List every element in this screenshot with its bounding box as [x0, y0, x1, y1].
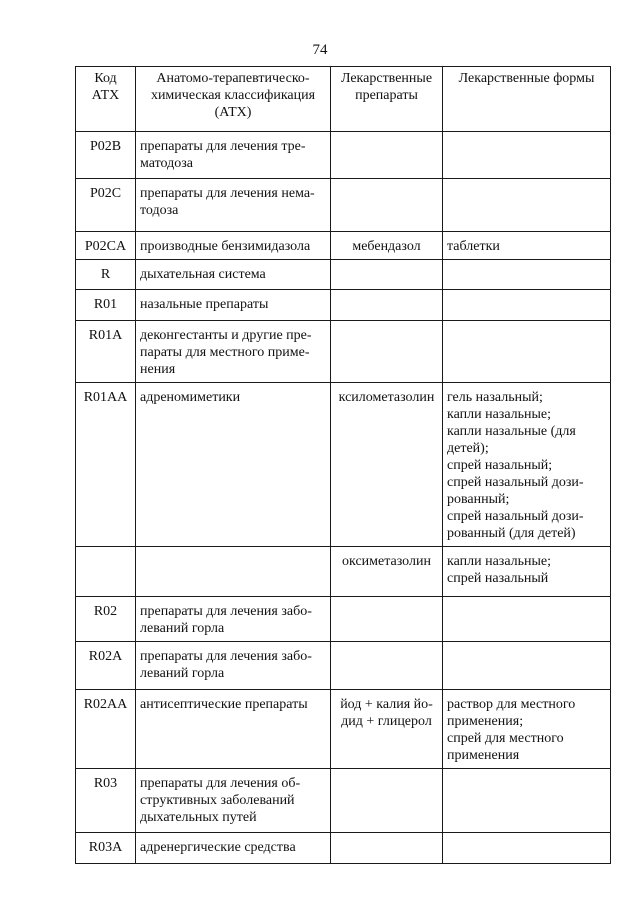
table-row [76, 833, 611, 864]
cell-forms-line: гель назальный; [447, 390, 543, 405]
table-row [76, 547, 611, 597]
cell-classification [136, 690, 331, 769]
cell-classification-line: препараты для лечения забо- [140, 604, 312, 619]
header-classification [136, 67, 331, 132]
cell-code [76, 132, 136, 179]
cell-forms [443, 769, 611, 833]
cell-forms [443, 690, 611, 769]
cell-forms-line: капли назальные (для [447, 424, 576, 439]
cell-drug [331, 321, 443, 383]
table-row [76, 597, 611, 642]
atx-code: R01A [88, 328, 123, 343]
header-row [76, 67, 611, 132]
cell-forms-line: рованный; [447, 492, 510, 507]
atx-code: P02B [89, 139, 122, 154]
cell-drug-line: оксиметазолин [342, 554, 431, 569]
cell-forms-line: детей); [447, 441, 489, 456]
cell-classification [136, 321, 331, 383]
cell-code [76, 597, 136, 642]
cell-drug [331, 290, 443, 321]
cell-forms [443, 833, 611, 864]
cell-classification-line: препараты для лечения тре- [140, 139, 306, 154]
cell-classification [136, 769, 331, 833]
header-classification-line: Анатомо-терапевтическо- [156, 71, 310, 86]
cell-forms [443, 642, 611, 690]
cell-forms [443, 132, 611, 179]
cell-forms [443, 260, 611, 290]
cell-classification [136, 597, 331, 642]
cell-forms-line: спрей для местного [447, 731, 564, 746]
atx-code: P02C [89, 186, 122, 201]
cell-forms-line: спрей назальный дози- [447, 475, 584, 490]
cell-classification-line: назальные препараты [140, 297, 269, 312]
cell-classification [136, 642, 331, 690]
atx-code: R02A [88, 649, 123, 664]
table-row [76, 690, 611, 769]
cell-forms-line: раствор для местного [447, 697, 576, 712]
cell-drug [331, 769, 443, 833]
cell-forms-line: капли назальные; [447, 554, 552, 569]
cell-classification [136, 179, 331, 232]
header-code-line: АТХ [91, 88, 120, 103]
cell-forms [443, 321, 611, 383]
cell-classification [136, 260, 331, 290]
cell-classification-line: нения [140, 362, 176, 377]
table-row [76, 179, 611, 232]
cell-drug [331, 383, 443, 547]
cell-classification-line: леваний горла [140, 621, 225, 636]
page-number: 74 [312, 42, 328, 58]
cell-code [76, 232, 136, 260]
header-code [76, 67, 136, 132]
table-row [76, 642, 611, 690]
cell-drug [331, 833, 443, 864]
cell-classification-line: параты для местного приме- [140, 345, 310, 360]
cell-classification-line: деконгестанты и другие пре- [140, 328, 312, 343]
table-row [76, 769, 611, 833]
cell-forms-line: таблетки [447, 239, 500, 254]
cell-forms-line: применения; [447, 714, 524, 729]
cell-drug-line: йод + калия йо- [340, 697, 433, 712]
atx-code: R02AA [83, 697, 128, 712]
cell-code [76, 769, 136, 833]
atx-code: R02 [93, 604, 118, 619]
cell-forms [443, 179, 611, 232]
cell-classification-line: препараты для лечения забо- [140, 649, 312, 664]
table-row [76, 290, 611, 321]
atx-code: R01AA [83, 390, 128, 405]
cell-classification [136, 383, 331, 547]
cell-forms-line: капли назальные; [447, 407, 552, 422]
cell-forms-line: применения [447, 748, 520, 763]
cell-forms-line: рованный (для детей) [447, 526, 576, 541]
cell-classification-line: адренергические средства [140, 840, 296, 855]
cell-forms [443, 597, 611, 642]
cell-classification-line: антисептические препараты [140, 697, 308, 712]
cell-classification [136, 232, 331, 260]
header-drugs-line: препараты [355, 88, 418, 103]
cell-drug [331, 260, 443, 290]
cell-classification-line: дыхательная система [140, 267, 266, 282]
cell-classification-line: матодоза [140, 156, 194, 171]
table-row [76, 132, 611, 179]
cell-code [76, 690, 136, 769]
atx-code: R03A [88, 840, 123, 855]
cell-classification [136, 547, 331, 597]
cell-drug [331, 597, 443, 642]
cell-forms [443, 383, 611, 547]
cell-drug [331, 642, 443, 690]
cell-classification-line: тодоза [140, 203, 179, 218]
cell-forms-line: спрей назальный дози- [447, 509, 584, 524]
cell-code [76, 547, 136, 597]
cell-code [76, 179, 136, 232]
cell-classification-line: препараты для лечения об- [140, 776, 301, 791]
cell-forms [443, 232, 611, 260]
cell-code [76, 833, 136, 864]
cell-drug-line: ксилометазолин [338, 390, 435, 405]
table-row [76, 232, 611, 260]
cell-classification-line: адреномиметики [140, 390, 241, 405]
cell-drug [331, 132, 443, 179]
header-forms [443, 67, 611, 132]
header-forms-line: Лекарственные формы [458, 71, 595, 86]
table-body [76, 132, 611, 864]
table-row [76, 260, 611, 290]
cell-drug [331, 690, 443, 769]
cell-drug-line: дид + глицерол [341, 714, 432, 729]
cell-classification-line: структивных заболеваний [140, 793, 295, 808]
atx-code: R01 [93, 297, 118, 312]
atx-code: P02CA [84, 239, 127, 254]
cell-code [76, 260, 136, 290]
cell-code [76, 290, 136, 321]
cell-classification-line: производные бензимидазола [140, 239, 311, 254]
cell-classification [136, 833, 331, 864]
cell-classification-line: леваний горла [140, 666, 225, 681]
cell-code [76, 383, 136, 547]
cell-classification [136, 132, 331, 179]
cell-forms-line: спрей назальный; [447, 458, 553, 473]
cell-classification-line: дыхательных путей [140, 810, 257, 825]
cell-code [76, 321, 136, 383]
atx-table [75, 66, 611, 864]
cell-forms [443, 290, 611, 321]
header-code-line: Код [94, 71, 117, 86]
table-row [76, 321, 611, 383]
cell-forms-line: спрей назальный [447, 571, 549, 586]
atx-code: R03 [93, 776, 118, 791]
header-classification-line: (АТХ) [214, 105, 252, 120]
cell-drug [331, 232, 443, 260]
atx-code: R [100, 267, 111, 282]
table-row [76, 383, 611, 547]
header-classification-line: химическая классификация [150, 88, 316, 103]
header-drugs [331, 67, 443, 132]
cell-drug [331, 547, 443, 597]
cell-drug-line: мебендазол [352, 239, 421, 254]
cell-classification [136, 290, 331, 321]
cell-forms [443, 547, 611, 597]
cell-classification-line: препараты для лечения нема- [140, 186, 315, 201]
cell-code [76, 642, 136, 690]
cell-drug [331, 179, 443, 232]
header-drugs-line: Лекарственные [340, 71, 433, 86]
